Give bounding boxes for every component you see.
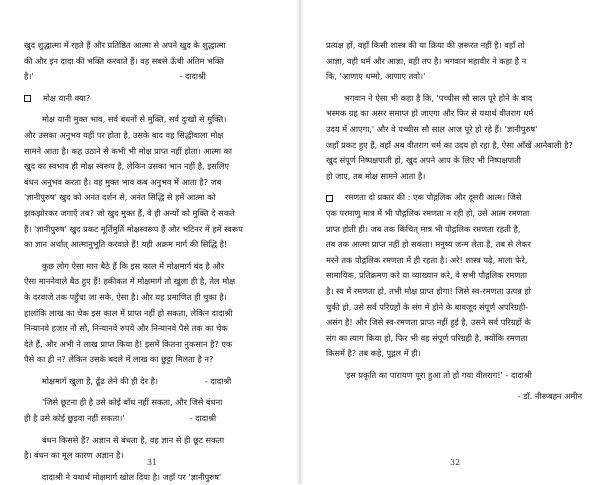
- text-line: पैसे का ही न? लेकिन उसके बदले में लाख का छुट्टा मिलता है न?: [24, 354, 214, 365]
- text-line: 'जिसे छूटना ही है उसे कोई बाँध नहीं सकता, और जिसे बंधना: [42, 397, 223, 408]
- text-line: है। स्व में रमणता हो, तभी मोक्ष प्राप्त होगा! जिसे स्व-रमणता उत्पन्न हो: [326, 285, 531, 296]
- text-line: कि, 'आणाए धम्मो, आणाए तवो।': [326, 71, 426, 82]
- text-line: एक परमाणु मात्र में भी पौद्गलिक रमणता न रही हो, उसे आत्म रमणता: [326, 207, 530, 218]
- text-line: हालांकि लाख का चेक इस काल में प्राप्त नहीं हो सकता, लेकिन दादाश्री: [24, 307, 233, 318]
- text-line: प्रत्यक्ष हों, वहाँ किसी शास्त्र की या क्रिया की ज़रूरत नहीं है। वहाँ तो: [326, 40, 525, 50]
- text-line: ऐसा माननेवाले बैठ हुए हैं! हकीकत में मोक्षमार्ग तो खुला ही है, तेल मोक्ष: [24, 276, 236, 287]
- text-line: सामायिक, प्रतिक्रमण करे या व्याख्यान करे, वे सभी पौद्गलिक रमणता: [326, 270, 528, 281]
- text-line: दादाश्री ने यथार्थ मोक्षमार्ग खोल दिया है। जहाँ पर 'ज्ञानीपुरुष': [42, 471, 222, 482]
- text-line: भस्मक ग्रह का असर समाप्त हो जाएगा और फिर से यथार्थ वीतराग धर्म: [326, 108, 534, 119]
- text-line: प्राप्त होती ही। जब तक किंचित् मात्र भी पौद्गलिक रमणता रहती है,: [326, 223, 521, 234]
- text-line: मरने तक पौद्गलिक रमणता में ही रहता है। अरे! शास्त्र पढ़े, माला फेरे,: [326, 254, 528, 265]
- page-number: 32: [450, 458, 461, 467]
- text-line: 'इस प्रकृति का पारायण पूरा हुआ तो हो गया वीतराग!' - दादाश्री: [344, 369, 532, 380]
- text-line: का ज्ञान अर्थात् आत्मानुभूति करवाते हैं! यही अक्रम मार्ग की सिद्धि है!: [24, 239, 228, 250]
- text-line: की और इन दादा की भक्ति करवाते हैं। वह सबसे ऊँची अंतिम भक्ति: [24, 55, 224, 66]
- square-bullet-icon: [326, 195, 333, 202]
- text-line: ही है उसे कोई छुड़वा नहीं सकता।' - दादाश्री: [24, 413, 217, 424]
- section-heading: [326, 190, 582, 206]
- text-line: किसमें है? तब कहे, पुद्गल में ही।: [326, 348, 421, 359]
- section-heading: [24, 91, 278, 107]
- text-line: मोक्ष यानी मुक्त भाव, सर्व बंधनों से मुक्ति, सर्व दुःखों से मुक्ति।: [42, 114, 227, 125]
- text-line: खुद का स्वभाव ही मोक्ष स्वरूप है, लेकिन उसका भान नहीं है, इसलिए: [24, 161, 229, 172]
- text-line: है।' - दादाश्री: [24, 71, 206, 82]
- text-line: खुद शुद्धात्मा में रहते हैं और प्रतिष्ठित आत्मा से अपने खुद के शुद्धात्मा: [24, 40, 226, 50]
- book-gutter: [296, 0, 304, 484]
- text-line: संग का त्याग किया हो, फिर भी वह संपूर्ण परिग्रही है, क्योंकि रमणता: [326, 332, 528, 343]
- page-number: 31: [147, 458, 158, 467]
- text-line: भगवान ने ऐसा भी कहा है कि, 'पच्चीस सौ साल पूरे होने के बाद: [344, 92, 533, 103]
- text-line: सामने आता है। कह उठाने से कभी भी मोक्ष प्राप्त नहीं होता। आत्मा का: [24, 145, 232, 156]
- square-bullet-icon: [24, 95, 31, 102]
- right-page-text: [326, 38, 582, 405]
- right-page: [304, 0, 599, 484]
- text-line: हो जाए, तब मोक्ष सामने आता है।: [326, 170, 426, 181]
- text-line: चुकी हो, उसे सर्व परिग्रहों के संग में होने के बावजूद संपूर्ण अपरिग्रही-: [326, 301, 529, 312]
- heading-text: रमणता दो प्रकार की : एक पौद्गलिक और दूसरी आत्म। जिसे: [345, 192, 522, 203]
- text-line: देते हैं, और अभी ने लाख प्राप्त किया है! इसमें कितना नुकसान है? एक: [24, 338, 233, 349]
- text-line: और उसका अनुभव यहीं पर होता है, उसके बाद वह सिद्धीवाला मोक्ष: [24, 129, 224, 140]
- heading-text: मोक्ष यानी क्या?: [43, 92, 91, 103]
- text-line: हैं। 'ज्ञानीपुरुष' खुद प्रकट मूर्तिमुर्ति मोक्षस्वरूप हैं और भटिनर में हमें स्वरूप: [24, 223, 243, 234]
- text-line: तब तक आत्मा प्राप्त नहीं हो सकता। मनुष्य जन्म लेता है, तब से लेकर: [326, 239, 531, 250]
- text-line: उदय में आएगा,' और वे पच्चीस सौ साल आज पूरे हो रहे हैं। 'ज्ञानीपुरुष': [326, 123, 538, 134]
- text-line: है। बंधन का मूल कारण अज्ञान है।: [24, 450, 124, 461]
- left-page-text: [24, 38, 278, 485]
- text-line: 'ज्ञानीपुरुष' खुद को अनंत दर्शन से, अनंत सिद्धि से हमें आत्मा को: [24, 192, 216, 203]
- text-line: बंधन अनुभव करता है। वह मुक्त भाव कब अनुभव में आता है? जब: [24, 176, 222, 187]
- text-line: निन्यानवे हजार नौ सौ, निन्यानवे रुपये और निन्यानवे पैसे तक का चेक: [24, 323, 228, 334]
- left-page: [0, 0, 296, 484]
- text-line: खुद संपूर्ण निष्पक्षपाती हो, खुद अपने आप के लिए भी निष्पक्षपाती: [326, 155, 521, 166]
- text-line: मोक्षमार्ग खुला है, ढूँढ लेने की ही देर है। - दादाश्री: [42, 375, 232, 386]
- text-line: बंधन किससे हैं? अज्ञान से बंधता है, वह ज्ञान से ही छूट सकता: [42, 434, 225, 445]
- text-line: जहाँ प्रकट हुए हैं, वहाँ अब वीतराग धर्म का उदय हो रहा है, ऐसा आँखें आनेवाली है?: [326, 139, 573, 150]
- text-line: झकझोरकर जगाएँ तब? जो खुद मुक्त हैं, वे ही अन्यों को मुक्ति दे सकते: [24, 207, 235, 218]
- text-line: के दरवाजे तक पहुँचा जा सके, ऐसा है। और यह प्रमाणित ही चुका है।: [24, 291, 227, 302]
- text-line: कुछ लोग ऐसा मान बैठे हैं कि इस काल में मोक्षमार्ग बंद है और: [42, 260, 225, 271]
- text-line: - डॉ. नीरूबहन अमीन: [517, 391, 582, 402]
- text-line: असंग है! और जिसे स्व-रमणता प्राप्त नहीं हुई है, उसने सर्व परिग्रहों के: [326, 317, 531, 328]
- text-line: आज्ञा, वही धर्म और आज्ञा, वही तप है। भगवान महावीर ने कहा है न: [326, 55, 527, 66]
